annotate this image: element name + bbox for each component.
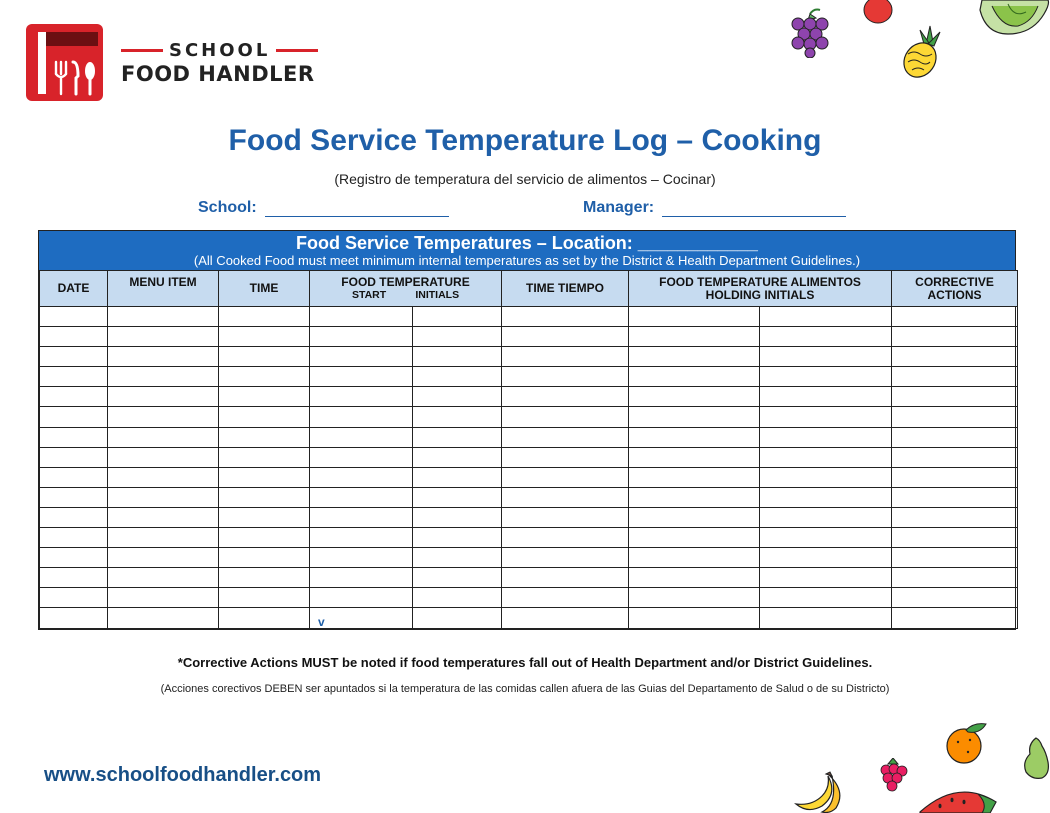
table-cell[interactable] (629, 347, 760, 367)
table-cell[interactable] (629, 487, 760, 507)
lettuce-icon (978, 0, 1050, 41)
table-cell[interactable] (40, 548, 108, 568)
table-row (40, 568, 1018, 588)
table-cell[interactable] (40, 467, 108, 487)
table-cell[interactable] (108, 427, 219, 447)
table-cell[interactable] (310, 548, 413, 568)
holding-sublabel: HOLDING INITIALS (705, 287, 815, 302)
table-cell[interactable] (219, 327, 310, 347)
table-cell[interactable] (502, 507, 629, 527)
corrective-actions-note: *Corrective Actions MUST be noted if food temperatures fall out of Health Department and/or District Guidelines. (177, 655, 873, 670)
table-cell[interactable] (310, 347, 413, 367)
table-cell[interactable] (108, 507, 219, 527)
table-row (40, 387, 1018, 407)
table-cell[interactable] (219, 507, 310, 527)
table-row (40, 528, 1018, 548)
table-cell[interactable] (413, 387, 502, 407)
table-cell[interactable] (108, 528, 219, 548)
tomato-icon (862, 0, 894, 31)
table-cell[interactable] (40, 568, 108, 588)
pineapple-icon (900, 24, 944, 85)
table-cell[interactable] (219, 447, 310, 467)
table-cell[interactable] (892, 528, 1018, 548)
table-cell[interactable] (219, 427, 310, 447)
table-cell[interactable] (413, 307, 502, 327)
table-cell[interactable] (108, 307, 219, 327)
table-cell[interactable] (502, 528, 629, 548)
table-row (40, 608, 1018, 628)
table-cell[interactable] (629, 528, 760, 548)
table-cell[interactable] (310, 387, 413, 407)
table-cell[interactable] (892, 347, 1018, 367)
column-header-date: DATE (40, 271, 108, 307)
column-header-food-temperature (310, 271, 502, 307)
table-cell[interactable] (310, 528, 413, 548)
log-grid (39, 270, 1018, 629)
table-cell[interactable] (40, 427, 108, 447)
manager-input-line[interactable] (662, 201, 846, 217)
table-cell[interactable] (892, 307, 1018, 327)
table-cell[interactable] (219, 588, 310, 608)
table-row (40, 507, 1018, 527)
table-cell[interactable] (40, 407, 108, 427)
table-cell[interactable] (892, 588, 1018, 608)
school-input-line[interactable] (265, 201, 449, 217)
table-cell[interactable] (310, 307, 413, 327)
table-cell[interactable] (892, 407, 1018, 427)
table-cell[interactable] (219, 608, 310, 628)
table-cell[interactable] (108, 487, 219, 507)
watermelon-icon (918, 788, 998, 813)
table-cell[interactable] (892, 487, 1018, 507)
table-cell[interactable] (108, 588, 219, 608)
table-cell[interactable] (629, 608, 760, 628)
table-cell[interactable] (892, 568, 1018, 588)
school-label: School: (198, 199, 257, 216)
table-cell[interactable] (310, 467, 413, 487)
logo-bar-left (121, 49, 163, 52)
pear-icon (1022, 736, 1050, 785)
log-header-title: Food Service Temperatures – Location: ____________ (296, 233, 758, 253)
table-cell[interactable] (760, 487, 892, 507)
table-cell[interactable] (629, 427, 760, 447)
table-cell[interactable] (892, 427, 1018, 447)
table-cell[interactable] (760, 447, 892, 467)
table-cell[interactable] (502, 307, 629, 327)
table-cell[interactable] (40, 387, 108, 407)
table-cell[interactable] (40, 487, 108, 507)
log-header (39, 231, 1015, 270)
corrective-label: CORRECTIVE (915, 274, 994, 289)
table-cell[interactable] (629, 367, 760, 387)
table-cell[interactable] (502, 588, 629, 608)
table-cell[interactable] (108, 367, 219, 387)
actions-label: ACTIONS (927, 287, 982, 302)
table-row (40, 367, 1018, 387)
table-cell[interactable] (413, 427, 502, 447)
table-cell[interactable] (502, 347, 629, 367)
table-cell[interactable] (310, 507, 413, 527)
table-cell[interactable] (760, 588, 892, 608)
table-cell[interactable] (760, 307, 892, 327)
table-cell[interactable] (40, 507, 108, 527)
table-cell[interactable] (219, 528, 310, 548)
table-cell[interactable] (629, 307, 760, 327)
table-cell[interactable] (502, 467, 629, 487)
table-cell[interactable] (310, 588, 413, 608)
table-cell[interactable] (629, 568, 760, 588)
logo-bar-right (276, 49, 318, 52)
table-row (40, 467, 1018, 487)
table-cell[interactable] (219, 387, 310, 407)
column-header-time-tiempo: TIME TIEMPO (502, 271, 629, 307)
table-cell[interactable] (219, 367, 310, 387)
table-cell[interactable] (219, 407, 310, 427)
table-cell[interactable] (760, 467, 892, 487)
table-cell[interactable] (629, 467, 760, 487)
table-cell[interactable] (108, 387, 219, 407)
table-cell[interactable] (502, 427, 629, 447)
fork-knife-spoon-icon (26, 24, 103, 101)
column-header-menu-item: MENU ITEM (108, 271, 219, 307)
table-cell[interactable] (413, 608, 502, 628)
last-row-mark[interactable]: v (310, 608, 413, 628)
table-cell[interactable] (108, 407, 219, 427)
table-cell[interactable] (40, 588, 108, 608)
table-cell[interactable] (760, 608, 892, 628)
table-cell[interactable] (892, 367, 1018, 387)
orange-icon (944, 722, 988, 771)
table-cell[interactable] (108, 327, 219, 347)
raspberry-icon (876, 758, 910, 799)
column-header-corrective-actions (892, 271, 1018, 307)
table-cell[interactable] (310, 447, 413, 467)
table-cell[interactable] (310, 327, 413, 347)
page-title: Food Service Temperature Log – Cooking (228, 124, 822, 157)
footer-url-link[interactable]: www.schoolfoodhandler.com (44, 764, 322, 786)
page-subtitle: (Registro de temperatura del servicio de alimentos – Cocinar) (334, 171, 716, 187)
table-cell[interactable] (40, 327, 108, 347)
table-cell[interactable] (413, 367, 502, 387)
table-cell[interactable] (760, 528, 892, 548)
table-cell[interactable] (502, 548, 629, 568)
table-cell[interactable] (502, 608, 629, 628)
banana-icon (792, 770, 850, 813)
table-cell[interactable] (413, 327, 502, 347)
table-cell[interactable] (108, 568, 219, 588)
table-cell[interactable] (502, 327, 629, 347)
table-cell[interactable] (629, 588, 760, 608)
table-row (40, 487, 1018, 507)
table-cell[interactable] (219, 568, 310, 588)
table-row (40, 347, 1018, 367)
table-cell[interactable] (219, 467, 310, 487)
logo-school-text: SCHOOL (169, 39, 271, 61)
table-cell[interactable] (629, 447, 760, 467)
table-cell[interactable] (760, 347, 892, 367)
table-cell[interactable] (892, 608, 1018, 628)
table-cell[interactable] (760, 387, 892, 407)
table-cell[interactable] (760, 548, 892, 568)
table-cell[interactable] (629, 407, 760, 427)
table-cell[interactable] (219, 548, 310, 568)
table-cell[interactable] (219, 347, 310, 367)
table-cell[interactable] (413, 568, 502, 588)
table-cell[interactable] (108, 608, 219, 628)
school-field[interactable] (198, 199, 449, 217)
table-cell[interactable] (760, 407, 892, 427)
table-row (40, 407, 1018, 427)
log-body (40, 307, 1018, 629)
column-header-holding (629, 271, 892, 307)
manager-field[interactable] (583, 199, 846, 217)
table-cell[interactable] (629, 548, 760, 568)
table-row (40, 548, 1018, 568)
grapes-icon (788, 8, 832, 63)
table-cell[interactable] (502, 387, 629, 407)
temperature-log-table (38, 230, 1016, 630)
table-cell[interactable] (892, 467, 1018, 487)
table-cell[interactable] (413, 447, 502, 467)
table-cell[interactable] (413, 407, 502, 427)
table-cell[interactable] (502, 447, 629, 467)
logo (26, 24, 318, 101)
table-cell[interactable] (413, 487, 502, 507)
table-cell[interactable] (40, 347, 108, 367)
food-temperature-sublabel: START INITIALS (351, 288, 460, 301)
column-header-time: TIME (219, 271, 310, 307)
table-cell[interactable] (760, 427, 892, 447)
table-cell[interactable] (108, 347, 219, 367)
holding-label: FOOD TEMPERATURE ALIMENTOS (659, 274, 861, 289)
table-cell[interactable] (108, 548, 219, 568)
table-cell[interactable] (413, 528, 502, 548)
table-row (40, 588, 1018, 608)
table-cell[interactable] (40, 307, 108, 327)
table-cell[interactable] (629, 387, 760, 407)
table-cell[interactable] (108, 447, 219, 467)
table-cell[interactable] (310, 568, 413, 588)
table-cell[interactable] (502, 407, 629, 427)
table-cell[interactable] (40, 447, 108, 467)
table-row (40, 307, 1018, 327)
manager-label: Manager: (583, 199, 655, 216)
table-cell[interactable] (629, 507, 760, 527)
table-cell[interactable] (310, 407, 413, 427)
table-cell[interactable] (892, 387, 1018, 407)
table-cell[interactable] (413, 548, 502, 568)
table-cell[interactable] (219, 487, 310, 507)
table-cell[interactable] (310, 427, 413, 447)
table-cell[interactable] (219, 307, 310, 327)
table-cell[interactable] (413, 507, 502, 527)
table-row (40, 327, 1018, 347)
table-cell[interactable] (310, 367, 413, 387)
log-header-subtitle: (All Cooked Food must meet minimum internal temperatures as set by the District & Health Department Guidelines.) (193, 253, 861, 268)
table-cell[interactable] (760, 327, 892, 347)
table-row (40, 427, 1018, 447)
table-cell[interactable] (760, 568, 892, 588)
table-cell[interactable] (108, 467, 219, 487)
food-temperature-label: FOOD TEMPERATURE (341, 274, 470, 289)
table-cell[interactable] (40, 608, 108, 628)
corrective-actions-note-spanish: (Acciones corectivos DEBEN ser apuntados si la temperatura de las comidas callen afuera de las Guias del Departamento de Salud o de su Districto) (160, 683, 890, 695)
table-cell[interactable] (40, 528, 108, 548)
table-cell[interactable] (892, 507, 1018, 527)
table-cell[interactable] (310, 487, 413, 507)
table-cell[interactable] (892, 548, 1018, 568)
table-cell[interactable] (502, 568, 629, 588)
table-cell[interactable] (502, 487, 629, 507)
table-cell[interactable] (760, 507, 892, 527)
table-row (40, 447, 1018, 467)
table-cell[interactable] (760, 367, 892, 387)
table-cell[interactable] (892, 327, 1018, 347)
table-cell[interactable] (413, 347, 502, 367)
table-cell[interactable] (892, 447, 1018, 467)
table-cell[interactable] (40, 367, 108, 387)
table-cell[interactable] (629, 327, 760, 347)
table-cell[interactable] (413, 588, 502, 608)
table-cell[interactable] (502, 367, 629, 387)
table-cell[interactable] (413, 467, 502, 487)
logo-food-handler-text: FOOD HANDLER (121, 61, 315, 86)
